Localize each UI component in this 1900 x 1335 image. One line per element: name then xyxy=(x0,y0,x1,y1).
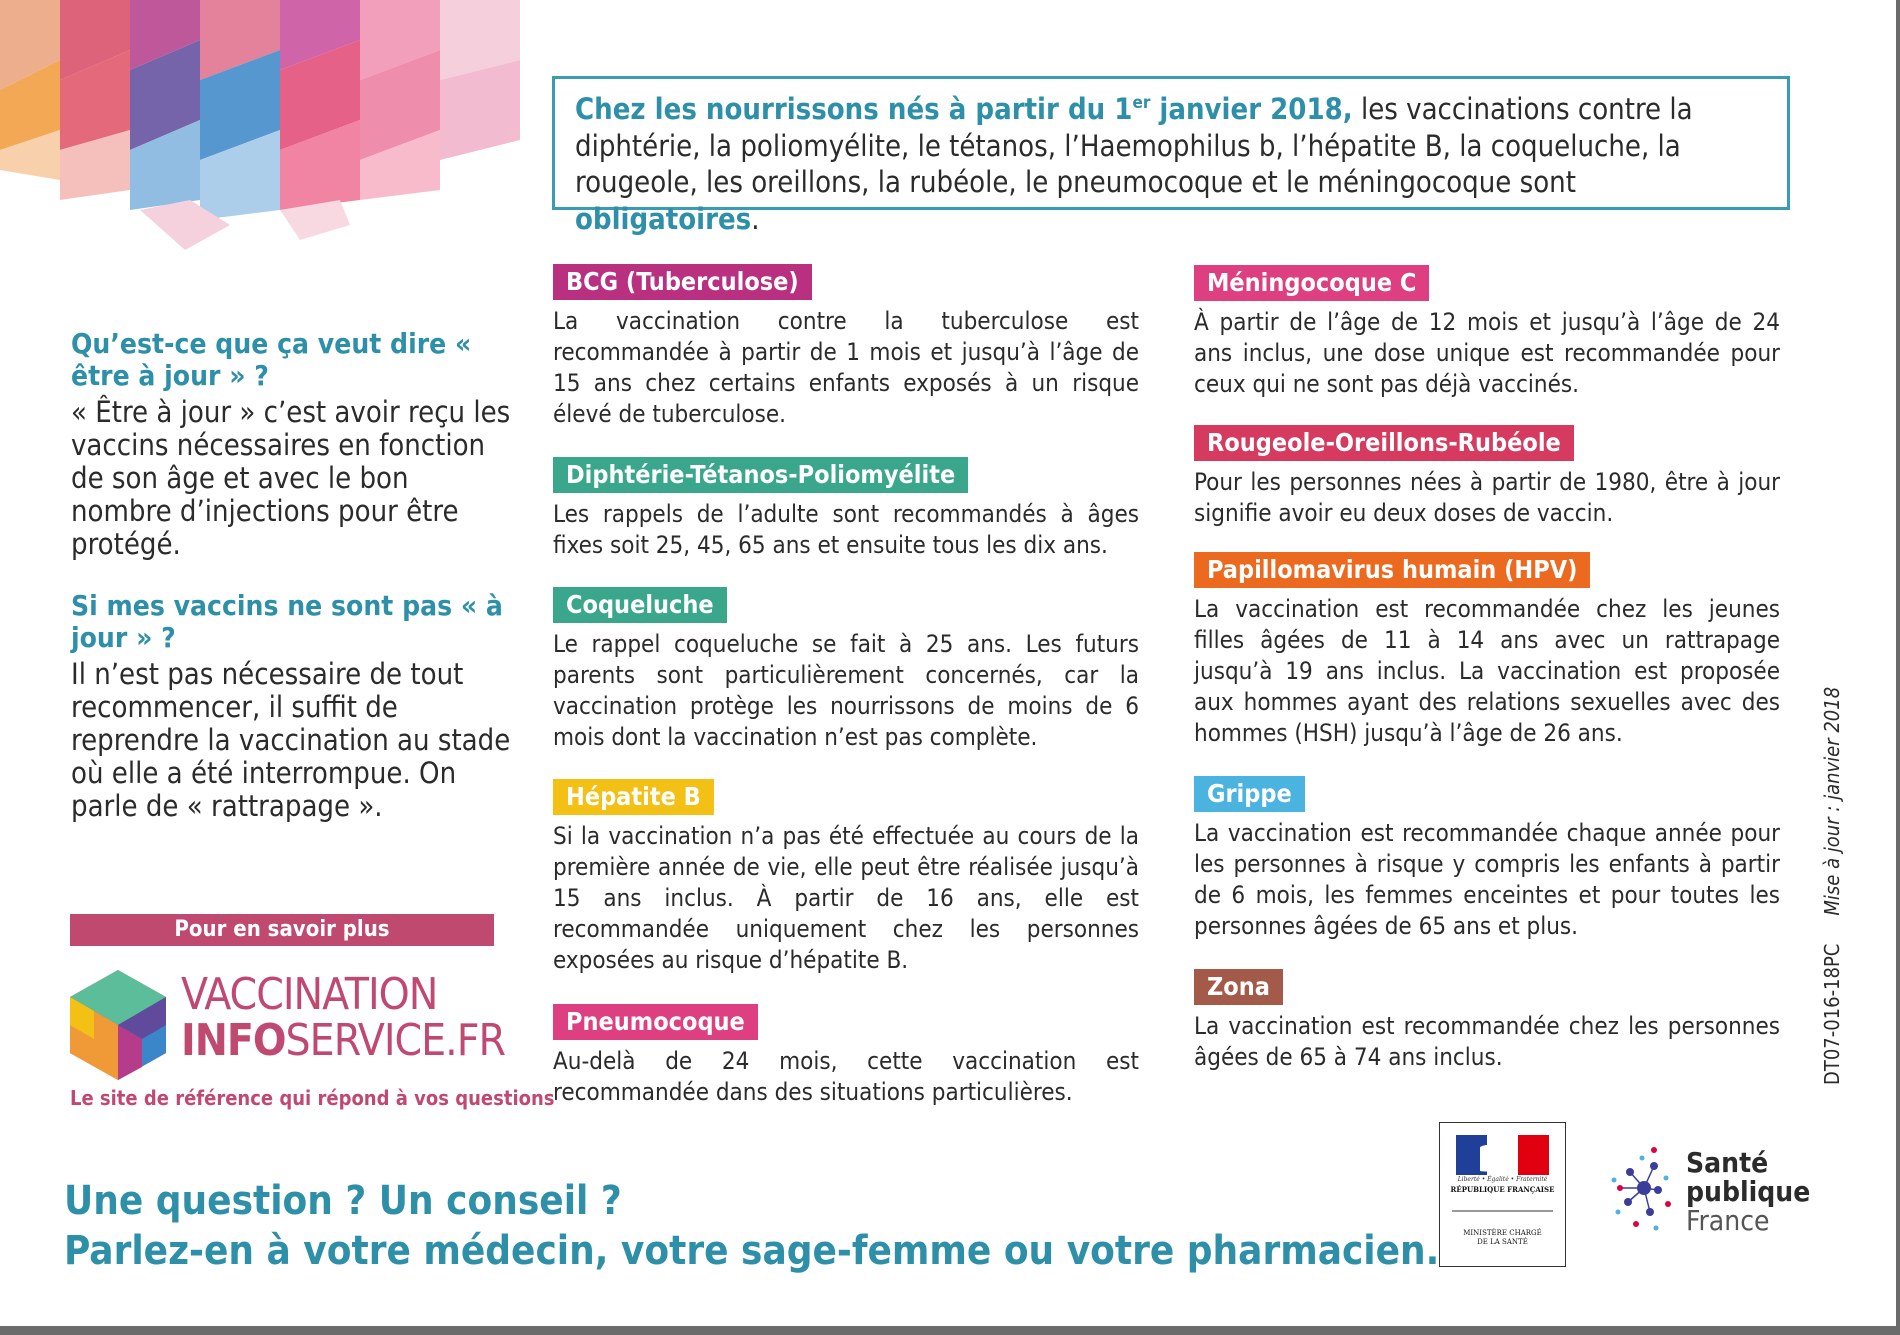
footer-line-1: Une question ? Un conseil ? xyxy=(64,1178,622,1224)
vaccine-title: Diphtérie-Tétanos-Poliomyélite xyxy=(553,457,968,493)
vaccine-text: Les rappels de l’adulte sont recommandés à âges fixes soit 25, 45, 65 ans et ensuite tous les dix ans. xyxy=(553,500,1139,559)
intro-bold-start: Chez les nourrissons nés à partir du 1 xyxy=(575,92,1133,126)
footer-question xyxy=(64,1176,1439,1276)
logo-line-2: INFOSERVICE.FR xyxy=(181,1015,506,1066)
faq-answer: Il n’est pas nécessaire de tout recommencer, il suffit de reprendre la vaccination au stade où elle a été interrompue. On parle de « rattrapage ». xyxy=(71,657,511,823)
republique-francaise-logo xyxy=(1439,1122,1566,1267)
vaccine-block xyxy=(1194,969,1780,1073)
faq-answer: « Être à jour » c’est avoir reçu les vaccins nécessaires en fonction de son âge et avec le bon nombre d’injections pour être protégé. xyxy=(71,395,511,561)
vaccine-text: La vaccination contre la tuberculose est recommandée à partir de 1 mois et jusqu’à l’âge de 15 ans chez certains enfants exposés à un risque élevé de tuberculose. xyxy=(553,307,1139,428)
document-reference xyxy=(1820,659,1844,1085)
rf-motto: Liberté • Égalité • Fraternité xyxy=(1457,1176,1548,1183)
logo-tagline: Le site de référence qui répond à vos questions xyxy=(70,1086,555,1110)
vaccine-title: BCG (Tuberculose) xyxy=(553,264,812,300)
vaccine-text: Le rappel coqueluche se fait à 25 ans. Les futurs parents sont particulièrement concernés, car la vaccination protège les nourrissons de moins de 6 mois dont la vaccination n’est pas complète. xyxy=(553,630,1139,751)
intro-bold-end: janvier 2018, xyxy=(1150,92,1353,126)
intro-emphasis: obligatoires xyxy=(575,201,752,236)
vaccine-title: Papillomavirus humain (HPV) xyxy=(1194,552,1590,588)
update-date: Mise à jour : janvier 2018 xyxy=(1820,686,1844,916)
intro-end: . xyxy=(751,201,760,236)
faq-question: Si mes vaccins ne sont pas « à jour » ? xyxy=(71,589,503,654)
rf-name: RÉPUBLIQUE FRANÇAISE xyxy=(1450,1185,1555,1194)
faq-item xyxy=(71,590,511,823)
vaccine-title: Coqueluche xyxy=(553,587,727,623)
sp-line-1: Santé xyxy=(1686,1146,1769,1179)
intro-notice xyxy=(552,76,1790,236)
vaccination-info-service-logo-text[interactable] xyxy=(181,969,506,1066)
vaccine-block xyxy=(553,779,1139,976)
more-info-bar: Pour en savoir plus xyxy=(70,914,494,946)
vaccine-title: Méningocoque C xyxy=(1194,265,1429,301)
vaccine-text: À partir de l’âge de 12 mois et jusqu’à l’âge de 24 ans inclus, une dose unique est recommandée pour ceux qui ne sont pas déjà vaccinés. xyxy=(1194,308,1780,398)
decorative-mosaic xyxy=(0,0,530,260)
vaccine-text: La vaccination est recommandée chez les personnes âgées de 65 à 74 ans inclus. xyxy=(1194,1012,1780,1071)
vaccine-title: Hépatite B xyxy=(553,779,714,815)
vaccine-text: La vaccination est recommandée chaque année pour les personnes à risque y compris les enfants à partir de 6 mois, les femmes enceintes et pour toutes les personnes âgées de 65 ans et plus. xyxy=(1194,819,1780,940)
faq-question: Qu’est-ce que ça veut dire « être à jour » ? xyxy=(71,327,472,392)
vaccine-text: La vaccination est recommandée chez les jeunes filles âgées de 11 à 14 ans avec un rattrapage jusqu’à 19 ans inclus. La vaccination est proposée aux hommes ayant des relations sexuelles avec des hommes (HSH) jusqu’à l’âge de 26 ans. xyxy=(1194,595,1780,747)
vaccine-block xyxy=(1194,425,1780,529)
intro-sup: er xyxy=(1132,93,1151,113)
vaccine-block xyxy=(553,587,1139,753)
vaccine-text: Au-delà de 24 mois, cette vaccination est recommandée dans des situations particulières. xyxy=(553,1047,1139,1106)
vaccine-text: Si la vaccination n’a pas été effectuée au cours de la première année de vie, elle peut être réalisée jusqu’à 15 ans inclus. À partir de 16 ans, elle est recommandée uniquement chez les personnes exposées au risque d’hépatite B. xyxy=(553,822,1139,974)
sante-publique-france-logo-icon xyxy=(1606,1138,1676,1238)
vaccine-block xyxy=(1194,776,1780,942)
rf-ministry: MINISTÈRE CHARGÉ DE LA SANTÉ xyxy=(1463,1229,1542,1246)
logo-line-1: VACCINATION xyxy=(181,969,438,1020)
document-code: DT07-016-18PC xyxy=(1820,943,1844,1085)
vaccine-title: Rougeole-Oreillons-Rubéole xyxy=(1194,425,1574,461)
vaccine-block xyxy=(553,457,1139,561)
sp-line-2: publique xyxy=(1686,1175,1811,1208)
vaccination-info-service-logo-icon xyxy=(70,970,166,1080)
vaccine-text: Pour les personnes nées à partir de 1980, être à jour signifie avoir eu deux doses de vaccin. xyxy=(1194,468,1780,527)
vaccine-title: Pneumocoque xyxy=(553,1004,758,1040)
vaccine-block xyxy=(553,1004,1139,1108)
sp-line-3: France xyxy=(1686,1204,1770,1237)
vaccine-title: Zona xyxy=(1194,969,1283,1005)
vaccine-block xyxy=(1194,265,1780,400)
intro-text: les vaccinations contre la diphtérie, la poliomyélite, le tétanos, l’Haemophilus b, l’hépatite B, la coqueluche, la rougeole, les oreillons, la rubéole, le pneumocoque et le méningocoque sont xyxy=(575,92,1693,199)
vaccine-block xyxy=(1194,552,1780,749)
vaccine-block xyxy=(553,264,1139,430)
faq-item xyxy=(71,328,511,561)
vaccine-title: Grippe xyxy=(1194,776,1305,812)
footer-line-2: Parlez-en à votre médecin, votre sage-femme ou votre pharmacien. xyxy=(64,1228,1440,1274)
sante-publique-france-logo-text xyxy=(1686,1148,1810,1235)
